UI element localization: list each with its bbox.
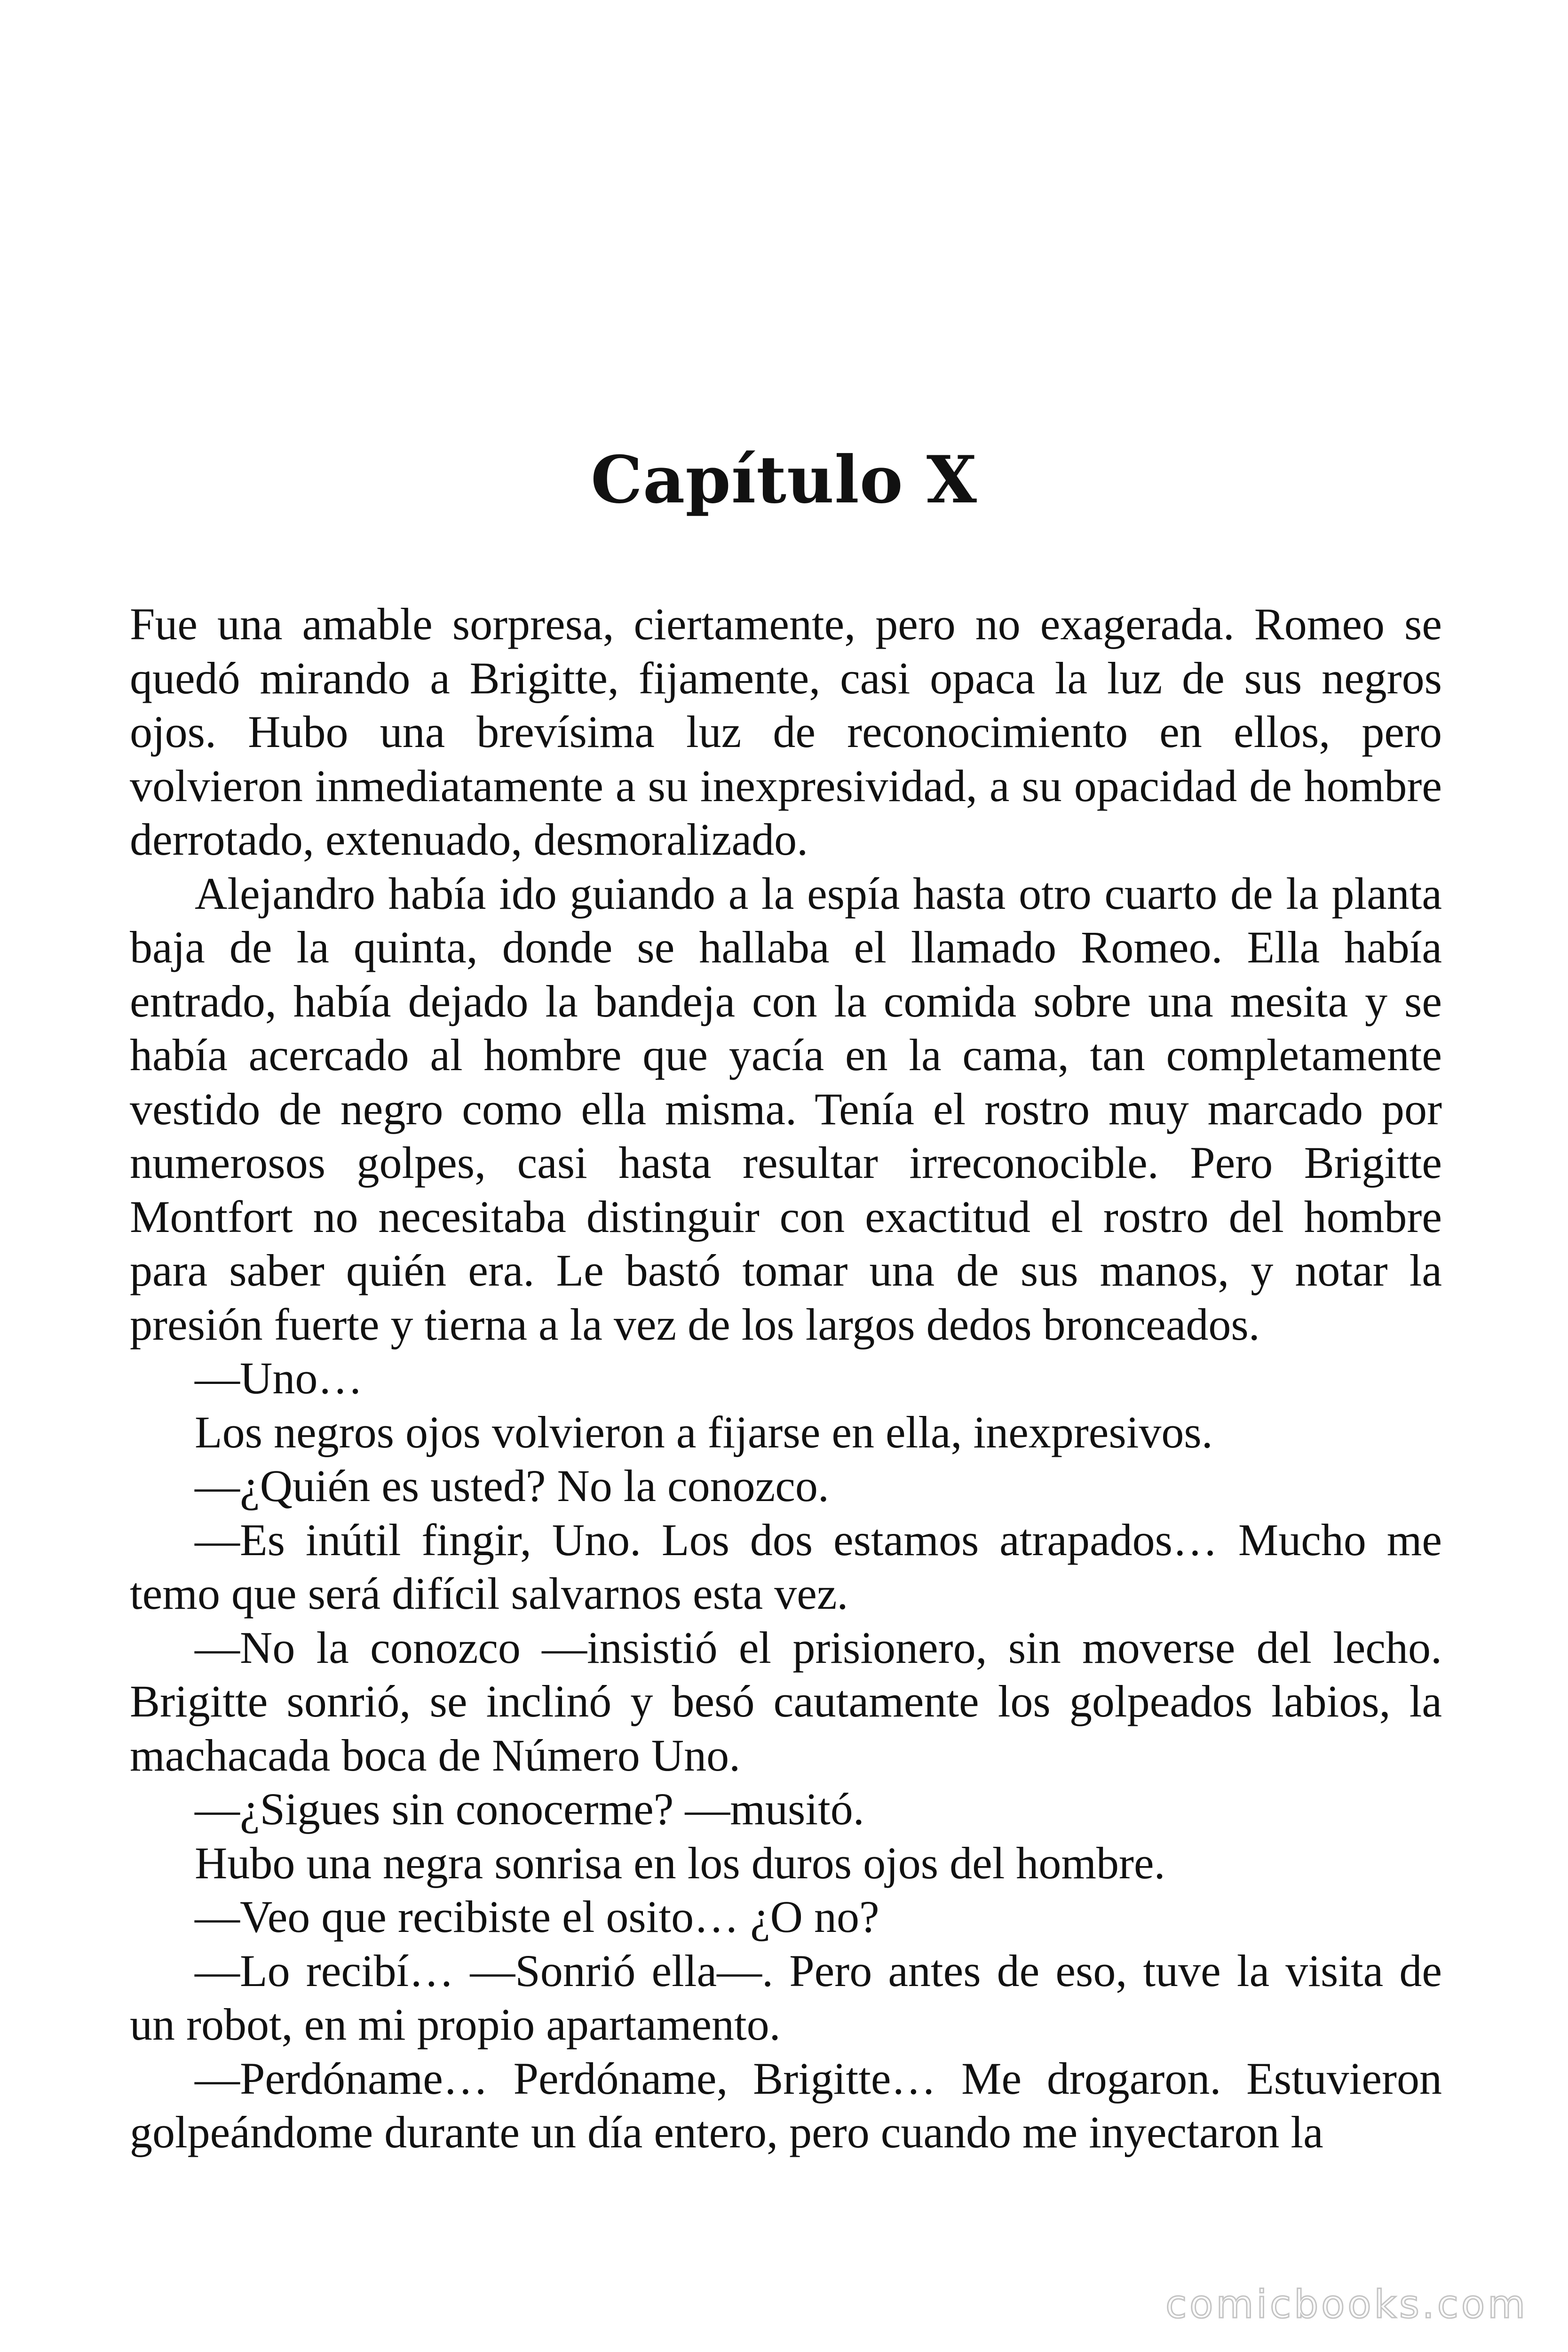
paragraph: Fue una amable sorpresa, ciertamente, pero no exagerada. Romeo se quedó mirando a Brigitte, fijamente, casi opaca la luz de sus negros ojos. Hubo una brevísima luz de reconocimiento en ellos, pero volvieron inmediatamente a su inexpresividad, a su opacidad de hombre derrotado, extenuado, desmoralizado. [130, 599, 1442, 865]
paragraph: —Veo que recibiste el osito… ¿O no? [195, 1891, 879, 1942]
paragraph: —¿Sigues sin conocerme? —musitó. [195, 1784, 864, 1834]
paragraph: Los negros ojos volvieron a fijarse en ella, inexpresivos. [195, 1406, 1213, 1457]
paragraph: —Uno… [195, 1353, 363, 1403]
watermark: comicbooks.com [1165, 2282, 1528, 2327]
body-text [130, 597, 1442, 2160]
paragraph: —¿Quién es usted? No la conozco. [195, 1461, 829, 1511]
chapter-title: Capítulo X [591, 441, 977, 518]
paragraph: —Lo recibí… —Sonrió ella—. Pero antes de eso, tuve la visita de un robot, en mi propio apartamento. [130, 1945, 1442, 2050]
paragraph: —Perdóname… Perdóname, Brigitte… Me drogaron. Estuvieron golpeándome durante un día entero, pero cuando me inyectaron la [130, 2053, 1442, 2157]
paragraph: Alejandro había ido guiando a la espía hasta otro cuarto de la planta baja de la quinta, donde se hallaba el llamado Romeo. Ella había entrado, había dejado la bandeja con la comida sobre una mesita y se había acercado al hombre que yacía en la cama, tan completamente vestido de negro como ella misma. Tenía el rostro muy marcado por numerosos golpes, casi hasta resultar irreconocible. Pero Brigitte Montfort no necesitaba distinguir con exactitud el rostro del hombre para saber quién era. Le bastó tomar una de sus manos, y notar la presión fuerte y tierna a la vez de los largos dedos bronceados. [130, 868, 1442, 1350]
paragraph: —Es inútil fingir, Uno. Los dos estamos atrapados… Mucho me temo que será difícil salvarnos esta vez. [130, 1514, 1442, 1619]
paragraph: Hubo una negra sonrisa en los duros ojos del hombre. [195, 1837, 1165, 1888]
paragraph: —No la conozco —insistió el prisionero, sin moverse del lecho. Brigitte sonrió, se inclinó y besó cautamente los golpeados labios, la machacada boca de Número Uno. [130, 1622, 1442, 1780]
